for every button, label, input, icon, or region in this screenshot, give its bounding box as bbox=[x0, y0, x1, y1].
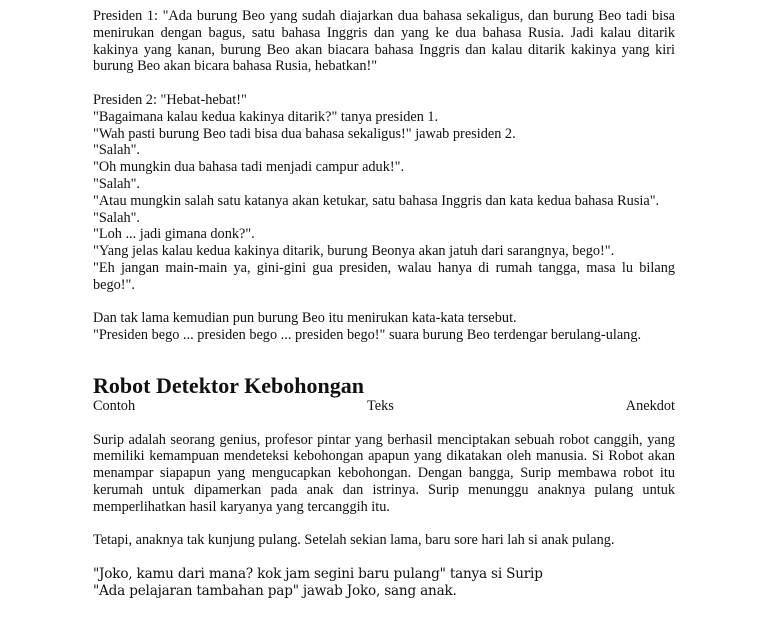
paragraph-parrot-ending bbox=[93, 310, 675, 344]
subtitle-word: Contoh bbox=[93, 397, 136, 414]
dialog-block bbox=[93, 92, 675, 294]
dialog-block-robot bbox=[93, 566, 675, 600]
paragraph-son-late: Tetapi, anaknya tak kunjung pulang. Setelah sekian lama, baru sore hari lah si anak pulang. bbox=[93, 532, 615, 549]
dialog-line: "Yang jelas kalau kedua kakinya ditarik, burung Beonya akan jatuh dari sarangnya, bego!". bbox=[93, 243, 615, 260]
paragraph-line: Dan tak lama kemudian pun burung Beo itu menirukan kata-kata tersebut. bbox=[93, 310, 517, 327]
paragraph-robot-intro: Surip adalah seorang genius, profesor pintar yang berhasil menciptakan sebuah robot canggih, yang memiliki kemampuan mendeteksi kebohongan apapun yang dikatakan oleh manusia. Si Robot akan menampar siapapun yang mengucapkan kebohongan. Dengan bangga, Surip membawa robot itu kerumah untuk dipamerkan pada anak dan istrinya. Surip menunggu anaknya pulang untuk memperlihatkan hasil karyanya yang tercanggih itu. bbox=[93, 431, 675, 515]
paragraph-parrot-intro: Presiden 1: "Ada burung Beo yang sudah diajarkan dua bahasa sekaligus, dan burung Beo tadi bisa menirukan dengan bagus, satu bahasa Inggris dan yang ke dua bahasa Rusia. Jadi kalau ditarik kakinya yang kanan, burung Beo akan biacara bahasa Inggris dan kalau ditarik kakinya yang kiri burung Beo akan bicara bahasa Rusia, hebatkan!" bbox=[93, 8, 675, 75]
dialog-line: "Eh jangan main-main ya, gini-gini gua presiden, walau hanya di rumah tangga, masa lu bilang bego!". bbox=[93, 259, 675, 293]
dialog-line: "Salah". bbox=[93, 209, 141, 226]
dialog-line: "Loh ... jadi gimana donk?". bbox=[93, 226, 255, 243]
dialog-line: "Ada pelajaran tambahan pap" jawab Joko, sang anak. bbox=[93, 582, 457, 599]
dialog-line: "Wah pasti burung Beo tadi bisa dua bahasa sekaligus!" jawab presiden 2. bbox=[93, 125, 516, 142]
dialog-line: "Joko, kamu dari mana? kok jam segini baru pulang" tanya si Surip bbox=[93, 565, 543, 582]
dialog-line: "Oh mungkin dua bahasa tadi menjadi campur aduk!". bbox=[93, 159, 405, 176]
section-subtitle bbox=[93, 398, 675, 415]
paragraph-line: "Presiden bego ... presiden bego ... presiden bego!" suara burung Beo terdengar berulang-ulang. bbox=[93, 327, 642, 344]
subtitle-word: Anekdot bbox=[625, 397, 675, 414]
dialog-line: "Bagaimana kalau kedua kakinya ditarik?" tanya presiden 1. bbox=[93, 108, 439, 125]
dialog-line: Presiden 2: "Hebat-hebat!" bbox=[93, 91, 247, 108]
document-page bbox=[93, 8, 675, 600]
section-heading: Robot Detektor Kebohongan bbox=[93, 372, 364, 398]
dialog-line: "Salah". bbox=[93, 142, 141, 159]
dialog-line: "Salah". bbox=[93, 175, 141, 192]
dialog-line: "Atau mungkin salah satu katanya akan ketukar, satu bahasa Inggris dan kata kedua bahasa Rusia". bbox=[93, 192, 660, 209]
subtitle-word: Teks bbox=[367, 397, 394, 414]
